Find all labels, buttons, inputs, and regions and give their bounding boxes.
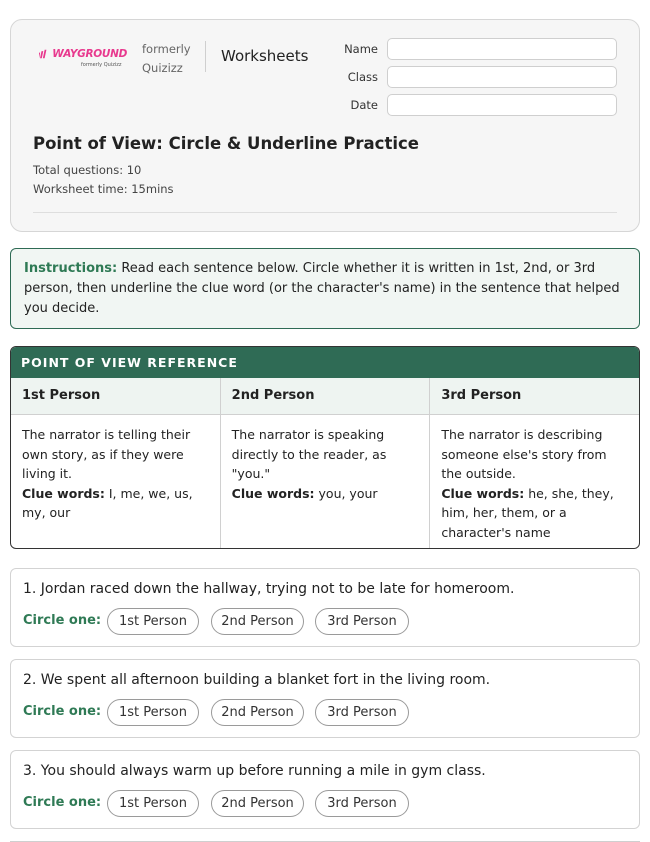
- logo-text: WAYGROUND: [52, 48, 127, 60]
- total-questions: Total questions: 10: [33, 163, 142, 177]
- column-title: 3rd Person: [430, 378, 639, 415]
- clue-label: Clue words:: [441, 485, 525, 501]
- circle-one-label: Circle one:: [23, 613, 102, 628]
- class-field-row: [331, 66, 617, 88]
- option-2nd-person[interactable]: 2nd Person: [211, 608, 304, 635]
- clue-list: he, she, they, him, her, them, or a character's name: [441, 485, 614, 540]
- name-input[interactable]: [387, 38, 617, 60]
- header-divider: [205, 41, 206, 72]
- question-card-1: [10, 568, 640, 647]
- worksheet-header: [10, 19, 640, 232]
- column-title: 1st Person: [11, 378, 220, 415]
- name-label: Name: [344, 42, 378, 56]
- option-3rd-person[interactable]: 3rd Person: [315, 790, 409, 817]
- instructions-box: [10, 248, 640, 329]
- circle-one-label: Circle one:: [23, 704, 102, 719]
- page-title: Point of View: Circle & Underline Practice: [33, 134, 419, 153]
- column-title: 2nd Person: [221, 378, 430, 415]
- instructions-label: Instructions:: [24, 261, 118, 276]
- name-field-row: [331, 38, 617, 60]
- header-rule: [33, 212, 617, 213]
- instructions-text: Read each sentence below. Circle whether it is written in 1st, 2nd, or 3rd person, then underline the clue word (or the character's name) in the sentence that helped you decide.: [24, 261, 620, 316]
- class-label: Class: [347, 70, 378, 84]
- question-text: 1. Jordan raced down the hallway, trying not to be late for homeroom.: [23, 581, 515, 597]
- option-3rd-person[interactable]: 3rd Person: [315, 699, 409, 726]
- option-1st-person[interactable]: 1st Person: [107, 790, 199, 817]
- option-2nd-person[interactable]: 2nd Person: [211, 699, 304, 726]
- logo-mark-icon: [39, 48, 50, 60]
- class-input[interactable]: [387, 66, 617, 88]
- clue-words: [441, 484, 628, 543]
- circle-one-label: Circle one:: [23, 795, 102, 810]
- clue-list: you, your: [314, 485, 378, 501]
- date-label: Date: [350, 98, 378, 112]
- option-3rd-person[interactable]: 3rd Person: [315, 608, 409, 635]
- option-2nd-person[interactable]: 2nd Person: [211, 790, 304, 817]
- option-1st-person[interactable]: 1st Person: [107, 608, 199, 635]
- wayground-logo: [39, 47, 127, 68]
- clue-list: I, me, we, us, my, our: [22, 485, 193, 520]
- section-title: Worksheets: [221, 47, 309, 65]
- question-text: 3. You should always warm up before running a mile in gym class.: [23, 763, 486, 779]
- date-input[interactable]: [387, 94, 617, 116]
- question-card-2: [10, 659, 640, 738]
- first-person-column: [11, 378, 221, 549]
- worksheet-time: Worksheet time: 15mins: [33, 182, 174, 196]
- column-description: The narrator is describing someone else's story from the outside.: [441, 427, 607, 481]
- reference-heading: POINT OF VIEW REFERENCE: [11, 347, 639, 378]
- question-card-3: [10, 750, 640, 829]
- column-description: The narrator is telling their own story, as if they were living it.: [22, 427, 191, 481]
- quizizz-line: Quizizz: [142, 61, 183, 75]
- clue-label: Clue words:: [231, 485, 315, 501]
- third-person-column: [430, 378, 639, 549]
- column-description: The narrator is speaking directly to the reader, as "you.": [231, 427, 387, 481]
- clue-label: Clue words:: [22, 485, 105, 501]
- clue-words: [22, 484, 209, 523]
- date-field-row: [331, 94, 617, 116]
- pov-reference-table: [10, 346, 640, 549]
- logo-subtext: formerly Quizizz: [81, 62, 122, 68]
- question-text: 2. We spent all afternoon building a blanket fort in the living room.: [23, 672, 491, 688]
- clue-words: [232, 484, 419, 504]
- option-1st-person[interactable]: 1st Person: [107, 699, 199, 726]
- formerly-label: [142, 40, 191, 78]
- second-person-column: [221, 378, 431, 549]
- formerly-line: formerly: [142, 42, 191, 56]
